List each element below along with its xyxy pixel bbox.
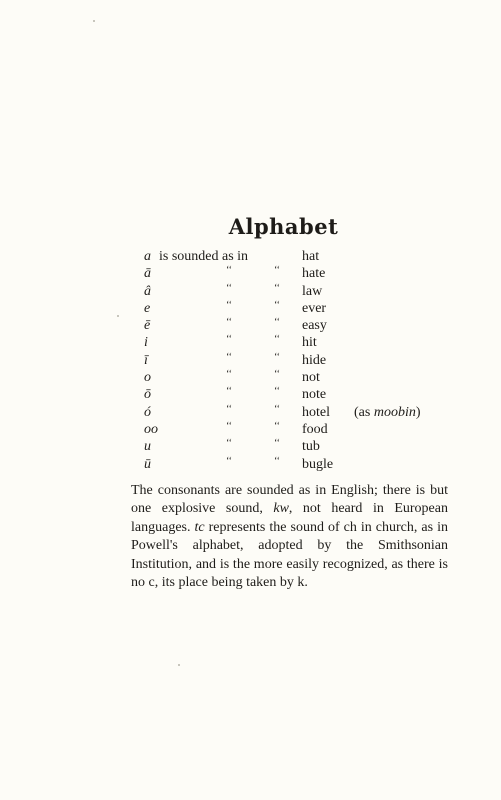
vowel-letter: u — [144, 439, 151, 455]
ditto-mark: ‘‘ — [274, 369, 280, 381]
example-word: ever — [302, 300, 327, 316]
paragraph-italic-tc: tc — [194, 519, 205, 535]
vowel-letter: i — [144, 335, 148, 351]
paragraph-text: represents the sound of ch in church, as in Powell's alphabet, adopted by the Smithsonian Institution, and is the more easily recognized, as there is no c, its place being taken by k. — [131, 519, 448, 591]
vowel-letter: ó — [144, 404, 151, 420]
example-word: hide — [302, 352, 327, 368]
example-word: food — [302, 421, 328, 437]
ditto-mark: ‘‘ — [274, 299, 280, 311]
ditto-mark: ‘‘ — [226, 369, 232, 381]
ditto-mark: ‘‘ — [226, 317, 232, 329]
ditto-mark: ‘‘ — [274, 265, 280, 277]
example-note — [354, 404, 421, 421]
paper-speck — [178, 664, 180, 666]
example-word: hat — [302, 249, 320, 264]
ditto-mark: ‘‘ — [226, 334, 232, 346]
vowel-letter: oo — [144, 421, 158, 437]
sounded-phrase: is sounded as in — [159, 249, 249, 264]
vowel-letter: e — [144, 300, 151, 316]
example-word: hotel — [302, 404, 330, 420]
ditto-mark: ‘‘ — [226, 299, 232, 311]
ditto-mark: ‘‘ — [274, 351, 280, 363]
paragraph-text: The consonants are sounded as in English; there is but one explosive sound, — [131, 483, 448, 517]
ditto-mark: ‘‘ — [226, 386, 232, 398]
ditto-mark: ‘‘ — [274, 317, 280, 329]
paragraph-italic-kw: kw — [273, 501, 289, 517]
paragraph-text: , not heard in European languages. — [131, 501, 448, 535]
vowel-letter: o — [144, 370, 151, 386]
vowel-letter: â — [144, 283, 151, 299]
page-title: Alphabet — [228, 214, 339, 239]
paper-speck — [93, 20, 95, 22]
vowel-letter: a — [144, 249, 151, 264]
ditto-mark: ‘‘ — [226, 403, 232, 415]
ditto-mark: ‘‘ — [226, 420, 232, 432]
ditto-mark: ‘‘ — [274, 420, 280, 432]
example-word: law — [302, 283, 323, 299]
ditto-mark: ‘‘ — [274, 455, 280, 467]
vowel-letter: ū — [144, 456, 151, 472]
vowel-letter: ā — [144, 266, 151, 282]
consonants-paragraph — [131, 482, 448, 592]
ditto-mark: ‘‘ — [226, 455, 232, 467]
ditto-mark: ‘‘ — [274, 438, 280, 450]
vowel-letter: ē — [144, 318, 151, 334]
example-word: hit — [302, 335, 317, 351]
example-word: bugle — [302, 456, 334, 472]
example-word: tub — [302, 439, 320, 455]
paper-speck — [117, 315, 119, 317]
note-word: moobin — [373, 404, 416, 420]
example-word: easy — [302, 318, 327, 334]
note-prefix: (as — [354, 404, 374, 420]
ditto-mark: ‘‘ — [226, 438, 232, 450]
ditto-mark: ‘‘ — [226, 265, 232, 277]
ditto-mark: ‘‘ — [274, 282, 280, 294]
ditto-mark: ‘‘ — [274, 386, 280, 398]
ditto-mark: ‘‘ — [274, 334, 280, 346]
example-word: hate — [302, 266, 326, 282]
vowel-letter: ī — [144, 352, 148, 368]
example-word: note — [302, 387, 327, 403]
note-suffix: ) — [415, 404, 421, 420]
ditto-mark: ‘‘ — [226, 282, 232, 294]
vowel-letter: ō — [144, 387, 151, 403]
ditto-mark: ‘‘ — [274, 403, 280, 415]
example-word: not — [302, 370, 320, 386]
ditto-mark: ‘‘ — [226, 351, 232, 363]
